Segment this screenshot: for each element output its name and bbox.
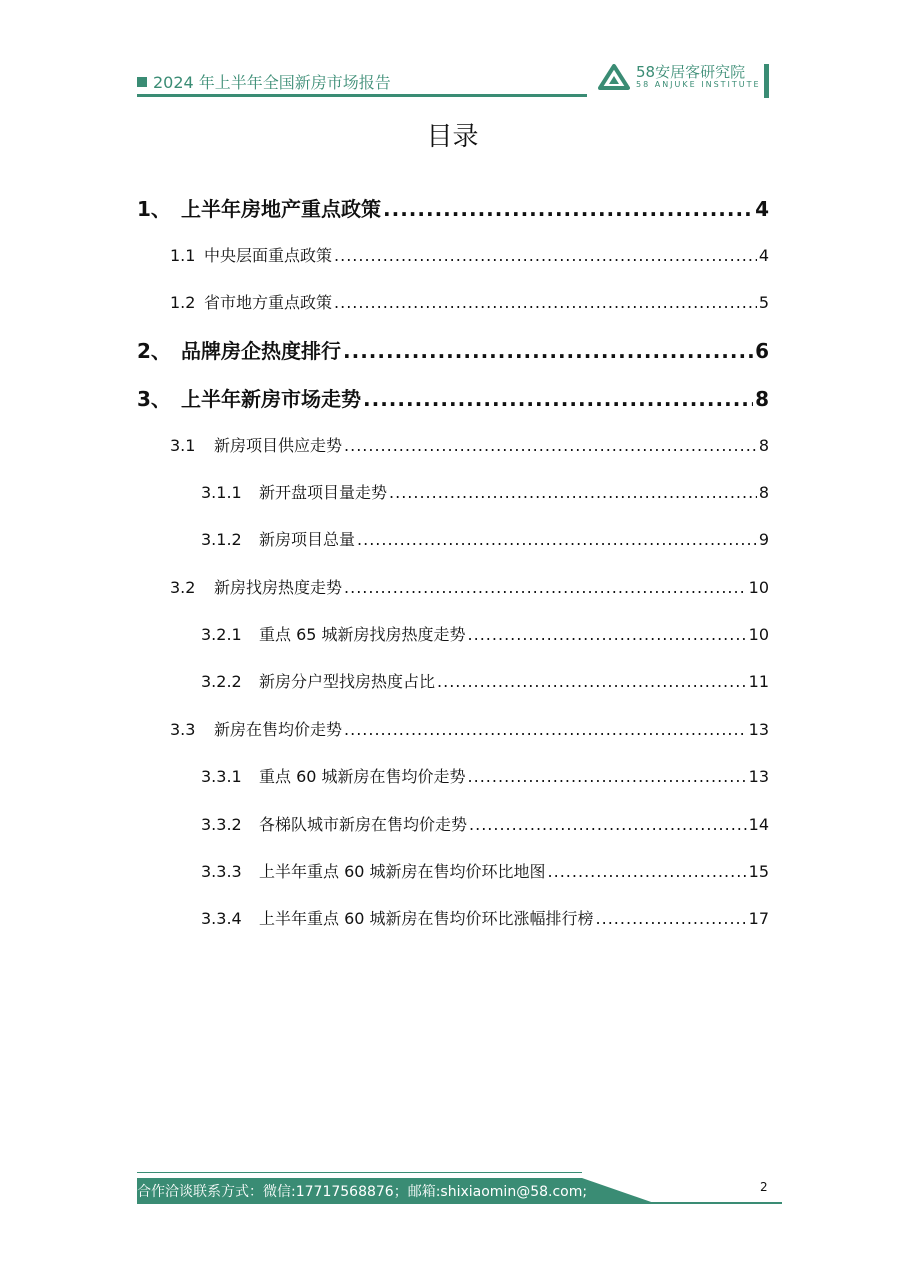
toc-entry-page: 4 <box>758 246 769 265</box>
toc-entry-3-1-2[interactable] <box>201 527 769 550</box>
toc-entry-label: 各梯队城市新房在售均价走势 <box>259 815 468 834</box>
toc-entry-page: 11 <box>748 672 769 691</box>
toc-entry-number: 3.1.1 <box>201 483 242 502</box>
toc-entry-label: 重点 60 城新房在售均价走势 <box>259 767 466 786</box>
toc-leader-dots <box>468 625 747 644</box>
toc-leader-dots <box>437 672 747 691</box>
toc-entry-label: 新房项目总量 <box>259 530 356 549</box>
toc-leader-dots <box>469 815 747 834</box>
toc-entry-1-2[interactable] <box>170 290 769 313</box>
toc-entry-number: 3.3.3 <box>201 862 242 881</box>
toc-entry-page: 9 <box>758 530 769 549</box>
toc-entry-3-2-2[interactable] <box>201 669 769 692</box>
toc-entry-number: 3.2.1 <box>201 625 242 644</box>
toc-entry-number: 2、 <box>137 339 171 363</box>
toc-entry-page: 8 <box>758 483 769 502</box>
toc-entry-number: 1.1 <box>170 246 196 265</box>
toc-leader-dots <box>596 909 747 928</box>
toc-entry-number: 3.2 <box>170 578 196 597</box>
logo-chinese-text: 58安居客研究院 <box>636 63 746 81</box>
toc-leader-dots <box>363 387 753 411</box>
toc-entry-number: 3.3 <box>170 720 196 739</box>
toc-entry-3-3-1[interactable] <box>201 764 769 787</box>
toc-entry-page: 14 <box>748 815 769 834</box>
toc-entry-1-1[interactable] <box>170 243 769 266</box>
toc-entry-page: 5 <box>758 293 769 312</box>
toc-entry-3-1[interactable] <box>170 433 769 456</box>
toc-leader-dots <box>343 339 753 363</box>
toc-leader-dots <box>389 483 757 502</box>
logo-accent-bar <box>764 64 769 98</box>
report-header-title <box>137 70 391 93</box>
toc-leader-dots <box>383 197 753 221</box>
toc-entry-page: 6 <box>755 339 769 363</box>
toc-entry-page: 8 <box>758 436 769 455</box>
toc-entry-number: 3.3.1 <box>201 767 242 786</box>
toc-entry-label: 上半年重点 60 城新房在售均价环比涨幅排行榜 <box>259 909 594 928</box>
toc-leader-dots <box>334 246 757 265</box>
toc-leader-dots <box>344 578 747 597</box>
toc-entry-number: 3、 <box>137 387 171 411</box>
toc-entry-page: 8 <box>755 387 769 411</box>
footer-contact: 合作洽谈联系方式：微信:17717568876；邮箱:shixiaomin@58.com; <box>137 1184 588 1200</box>
toc-entry-page: 10 <box>748 578 769 597</box>
toc-entry-page: 10 <box>748 625 769 644</box>
toc-title: 目录 <box>426 122 479 152</box>
toc-leader-dots <box>334 293 757 312</box>
toc-entry-label: 上半年重点 60 城新房在售均价环比地图 <box>259 862 546 881</box>
toc-leader-dots <box>344 436 757 455</box>
header-divider <box>137 94 587 97</box>
toc-entry-label: 省市地方重点政策 <box>204 293 333 312</box>
toc-entry-3-2-1[interactable] <box>201 622 769 645</box>
toc-entry-3-3-3[interactable] <box>201 859 769 882</box>
toc-entry-page: 17 <box>748 909 769 928</box>
toc-entry-3-3-2[interactable] <box>201 812 769 835</box>
toc-entry-page: 15 <box>748 862 769 881</box>
toc-entry-number: 3.2.2 <box>201 672 242 691</box>
toc-entry-label: 新房分户型找房热度占比 <box>259 672 436 691</box>
bullet-square-icon <box>137 77 147 87</box>
toc-entry-label: 品牌房企热度排行 <box>181 339 341 363</box>
toc-entry-3-3[interactable] <box>170 717 769 740</box>
page-number: 2 <box>760 1180 768 1194</box>
toc-entry-label: 上半年房地产重点政策 <box>181 197 381 221</box>
toc-entry-page: 13 <box>748 720 769 739</box>
logo-english-text: 58 ANJUKE INSTITUTE <box>636 80 761 89</box>
toc-entry-label: 新开盘项目量走势 <box>259 483 388 502</box>
toc-entry-label: 上半年新房市场走势 <box>181 387 361 411</box>
toc-entry-1[interactable] <box>137 193 769 222</box>
toc-entry-number: 3.3.4 <box>201 909 242 928</box>
toc-entry-3[interactable] <box>137 383 769 412</box>
footer-divider <box>137 1172 582 1173</box>
toc-entry-label: 重点 65 城新房找房热度走势 <box>259 625 466 644</box>
toc-leader-dots <box>468 767 747 786</box>
report-title-text: 2024 年上半年全国新房市场报告 <box>153 73 391 92</box>
toc-entry-3-1-1[interactable] <box>201 480 769 503</box>
toc-leader-dots <box>344 720 747 739</box>
toc-entry-label: 新房在售均价走势 <box>214 720 343 739</box>
triangle-logo-icon <box>598 64 630 90</box>
toc-entry-3-2[interactable] <box>170 575 769 598</box>
toc-entry-2[interactable] <box>137 335 769 364</box>
toc-leader-dots <box>548 862 747 881</box>
toc-entry-label: 中央层面重点政策 <box>204 246 333 265</box>
toc-entry-page: 4 <box>755 197 769 221</box>
toc-entry-number: 3.1 <box>170 436 196 455</box>
toc-entry-number: 1、 <box>137 197 171 221</box>
toc-entry-label: 新房找房热度走势 <box>214 578 343 597</box>
anjuke-logo <box>598 64 761 90</box>
toc-leader-dots <box>357 530 757 549</box>
toc-entry-page: 13 <box>748 767 769 786</box>
toc-entry-number: 1.2 <box>170 293 196 312</box>
toc-entry-number: 3.3.2 <box>201 815 242 834</box>
toc-entry-3-3-4[interactable] <box>201 906 769 929</box>
toc-entry-label: 新房项目供应走势 <box>214 436 343 455</box>
toc-entry-number: 3.1.2 <box>201 530 242 549</box>
